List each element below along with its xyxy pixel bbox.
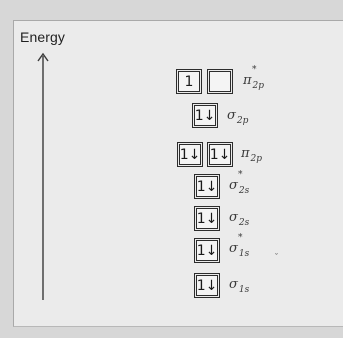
orbital-box-pi-2p-1[interactable]: 1↓ bbox=[179, 144, 201, 165]
orbital-box-sigma-1s[interactable]: 1↓ bbox=[196, 275, 218, 296]
orbital-box-sigma-star-1s[interactable]: 1↓ bbox=[196, 240, 218, 261]
orbital-box-pi-star-2p-2[interactable] bbox=[209, 71, 231, 92]
label-sigma-1s: $\sigma_{1s}$ bbox=[229, 277, 250, 295]
label-sigma-2s: $\sigma_{2s}$ bbox=[229, 210, 250, 228]
label-sigma-star-1s: σ * $_{1s}$ bbox=[229, 233, 250, 259]
orbital-box-pi-2p-2[interactable]: 1↓ bbox=[209, 144, 231, 165]
energy-arrow bbox=[37, 52, 49, 300]
orbital-box-sigma-star-2s[interactable]: 1↓ bbox=[196, 176, 218, 197]
diagram-panel bbox=[13, 20, 343, 327]
orbital-box-pi-star-2p-1[interactable]: 1 bbox=[178, 71, 200, 92]
orbital-box-sigma-2s[interactable]: 1↓ bbox=[196, 208, 218, 229]
label-pi-2p: $\pi_{2p}$ bbox=[241, 146, 263, 164]
orbital-box-sigma-2p[interactable]: 1↓ bbox=[194, 105, 216, 126]
stray-mark: ˇ bbox=[275, 252, 278, 262]
label-pi-star-2p: π * $_{2p}$ bbox=[243, 65, 265, 91]
energy-axis-label: Energy bbox=[20, 29, 65, 45]
label-sigma-star-2s: σ * $_{2s}$ bbox=[229, 170, 250, 196]
label-sigma-2p: $\sigma_{2p}$ bbox=[227, 108, 249, 126]
